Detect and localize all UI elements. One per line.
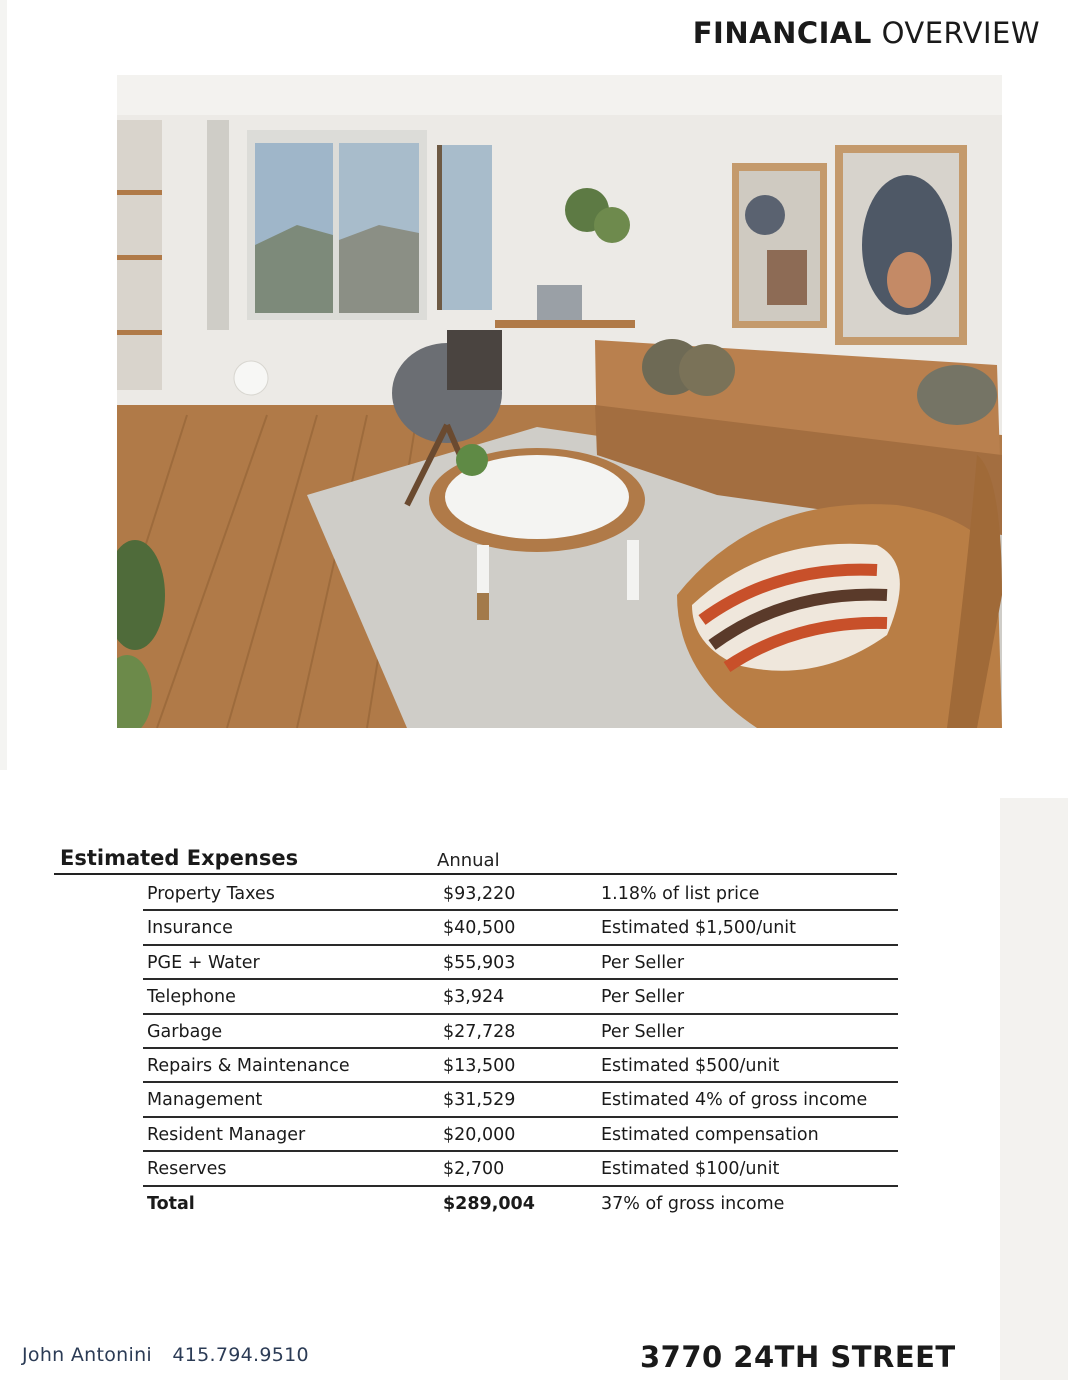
agent-name: John Antonini [22,1344,153,1366]
expense-note: Estimated $100/unit [601,1159,780,1180]
expense-amount: $20,000 [443,1124,516,1145]
table-row [143,1049,898,1083]
expense-note: Estimated 4% of gross income [601,1090,868,1111]
expense-amount: $13,500 [443,1055,516,1076]
expense-note: 1.18% of list price [601,884,760,904]
living-room-photo [117,75,1002,728]
table-row [143,1152,898,1186]
expenses-title: Estimated Expenses [60,846,299,870]
expense-label: Property Taxes [147,884,275,904]
header-rule [54,873,897,875]
expense-label: Garbage [147,1021,223,1042]
property-address: 3770 24TH STREET [640,1340,956,1374]
table-row [143,877,898,911]
left-margin-strip [0,0,7,770]
annual-column-header: Annual [437,850,500,871]
expense-label: Insurance [147,918,233,939]
title-bold: FINANCIAL [692,16,872,50]
expense-amount: $55,903 [443,952,516,973]
expense-label: PGE + Water [147,952,260,973]
expense-amount: $93,220 [443,884,516,904]
right-side-panel [1000,798,1068,1380]
table-row [143,980,898,1014]
table-row [143,1118,898,1152]
table-row [143,1083,898,1117]
expense-label: Repairs & Maintenance [147,1055,350,1076]
expense-label: Reserves [147,1159,227,1180]
page-title [693,16,1040,50]
expense-note: Estimated $1,500/unit [601,918,797,939]
title-light: OVERVIEW [881,16,1040,50]
expense-label: Management [147,1090,263,1111]
expense-amount: $40,500 [443,918,516,939]
expense-amount: $31,529 [443,1090,516,1111]
total-note: 37% of gross income [601,1193,785,1214]
agent-phone: 415.794.9510 [172,1344,309,1366]
expense-amount: $2,700 [443,1159,505,1180]
table-row [143,911,898,945]
expense-note: Estimated $500/unit [601,1055,780,1076]
expense-amount: $3,924 [443,987,505,1008]
expense-label: Resident Manager [147,1124,306,1145]
expense-amount: $27,728 [443,1021,516,1042]
total-amount: $289,004 [443,1193,535,1214]
expense-note: Per Seller [601,1021,685,1042]
expense-note: Per Seller [601,952,685,973]
total-label: Total [147,1193,195,1214]
living-room-photo-icon [117,75,1002,728]
expenses-table [143,877,898,1219]
table-row [143,1015,898,1049]
table-row [143,946,898,980]
total-row [143,1187,898,1219]
agent-contact [22,1344,309,1366]
expense-note: Per Seller [601,987,685,1008]
expense-label: Telephone [147,987,236,1008]
expense-note: Estimated compensation [601,1124,819,1145]
